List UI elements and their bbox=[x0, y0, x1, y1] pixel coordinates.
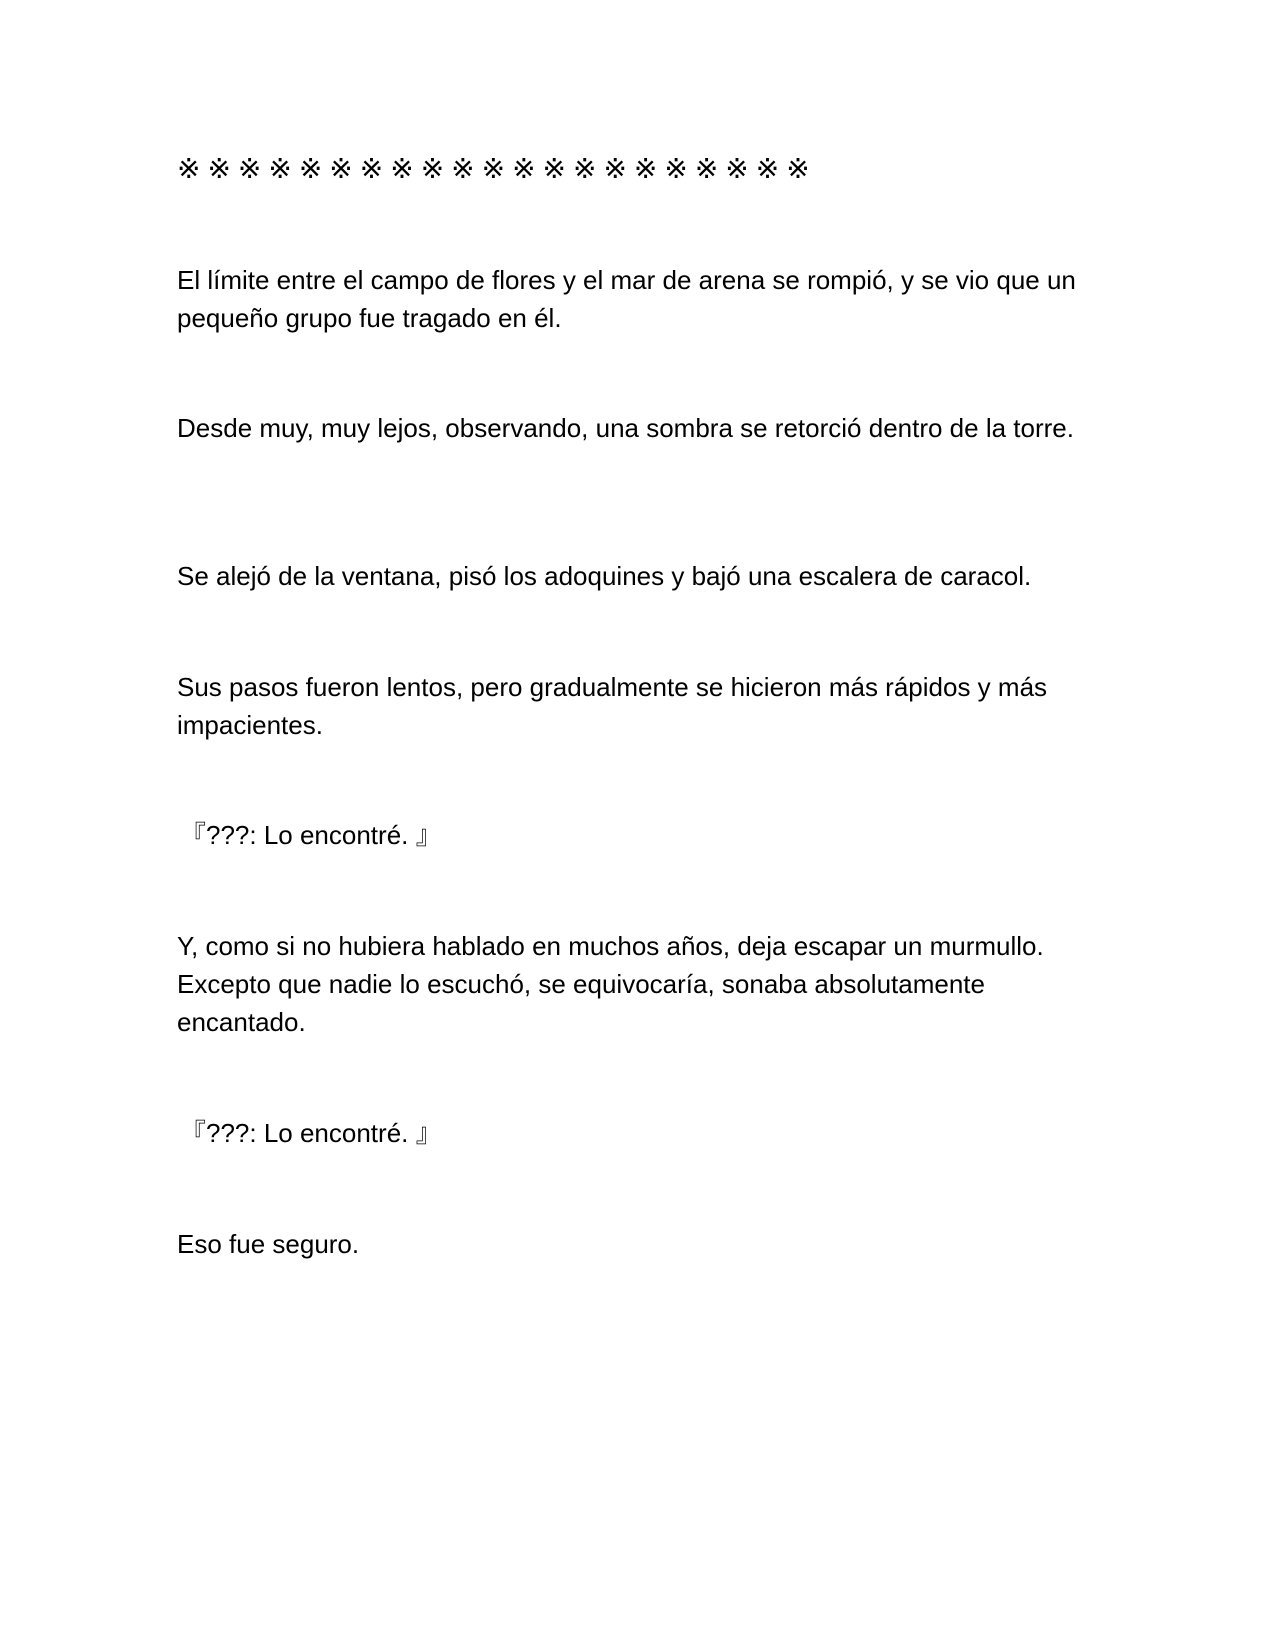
paragraph-shadow-tower: Desde muy, muy lejos, observando, una sombra se retorció dentro de la torre. bbox=[177, 413, 1074, 443]
dialogue-line-1: 『???: Lo encontré. 』 bbox=[180, 820, 442, 850]
section-separator: ※※※※※※※※※※※※※※※※※※※※※ bbox=[177, 152, 817, 185]
paragraph-spiral-staircase: Se alejó de la ventana, pisó los adoquines y bajó una escalera de caracol. bbox=[177, 561, 1032, 591]
paragraph-closing: Eso fue seguro. bbox=[177, 1229, 360, 1259]
paragraph-boundary-broken: El límite entre el campo de flores y el mar de arena se rompió, y se vio que un pequeño grupo fue tragado en él. bbox=[177, 265, 1076, 333]
paragraph-murmur: Y, como si no hubiera hablado en muchos años, deja escapar un murmullo. Excepto que nadie lo escuchó, se equivocaría, sonaba absolutamente encantado. bbox=[177, 931, 1044, 1037]
paragraph-steps: Sus pasos fueron lentos, pero gradualmente se hicieron más rápidos y más impacientes. bbox=[177, 672, 1048, 740]
dialogue-line-2: 『???: Lo encontré. 』 bbox=[180, 1118, 442, 1148]
